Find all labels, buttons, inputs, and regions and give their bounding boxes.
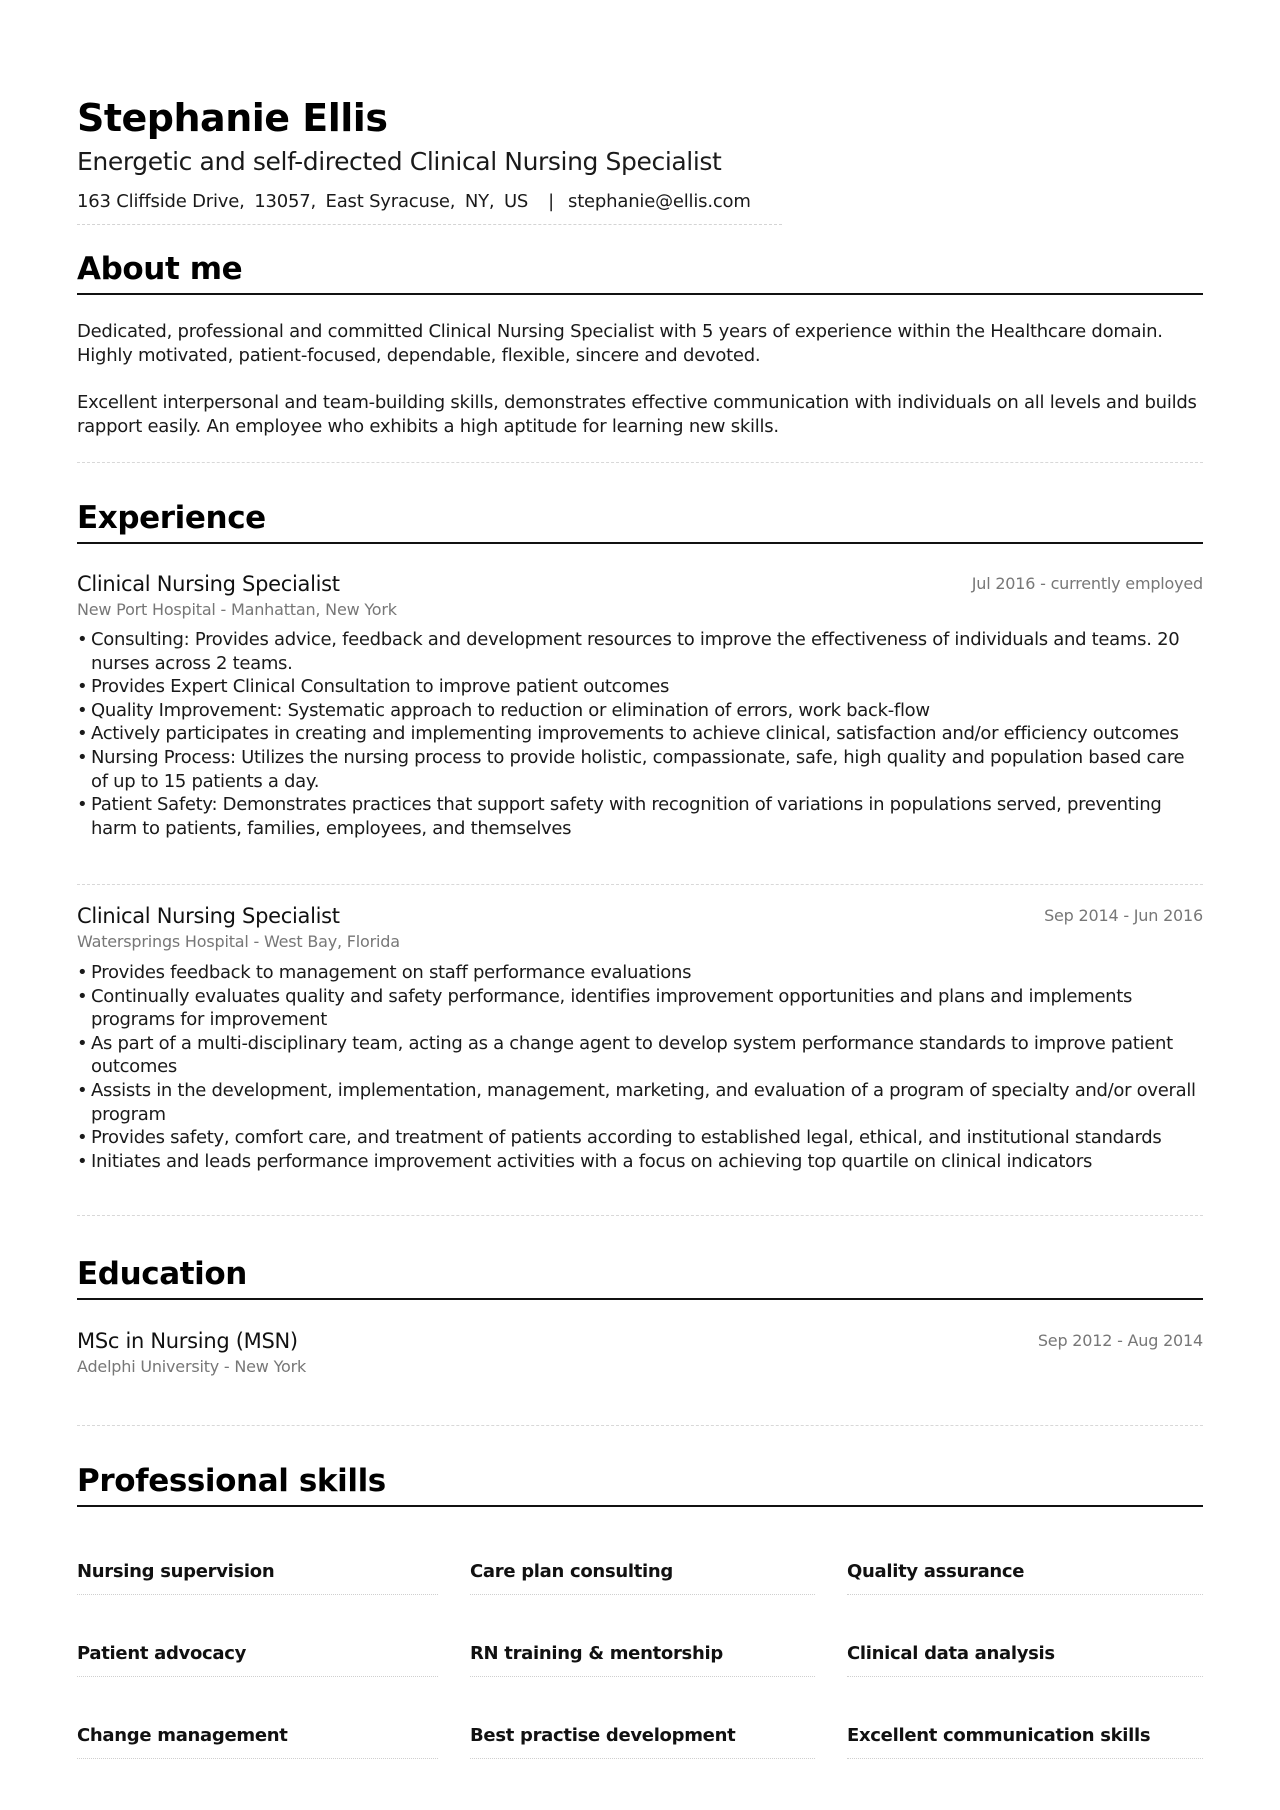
job-title: Clinical Nursing Specialist: [77, 904, 340, 928]
section-divider: [77, 1215, 1203, 1216]
job-employer: New Port Hospital - Manhattan, New York: [77, 600, 397, 619]
skill-divider: [847, 1758, 1203, 1759]
skill-item: Clinical data analysis: [847, 1643, 1055, 1664]
section-rule: [77, 293, 1203, 295]
skill-item: Quality assurance: [847, 1561, 1025, 1582]
section-divider: [77, 462, 1203, 463]
skill-item: Excellent communication skills: [847, 1725, 1151, 1746]
job-dates: Jul 2016 - currently employed: [971, 574, 1203, 593]
bullet-item: • Initiates and leads performance improvement activities with a focus on achieving top quartile on clinical indicators: [77, 1150, 1093, 1172]
section-rule: [77, 542, 1203, 544]
contact-line: [77, 191, 751, 212]
contact-zip: 13057: [254, 191, 311, 212]
bullet-icon: •: [77, 1032, 88, 1054]
bullet-item: • As part of a multi-disciplinary team, acting as a change agent to develop system performance standards to improve patient outcomes: [77, 1032, 1173, 1078]
skill-divider: [77, 1594, 438, 1595]
bullet-item: • Nursing Process: Utilizes the nursing process to provide holistic, compassionate, safe, high quality and population based care of up to 15 patients a day.: [77, 746, 1185, 792]
contact-separator: ,: [449, 191, 456, 212]
skill-item: RN training & mentorship: [470, 1643, 723, 1664]
degree-title: MSc in Nursing (MSN): [77, 1329, 298, 1353]
bullet-icon: •: [77, 746, 88, 768]
section-title-education: Education: [77, 1256, 247, 1292]
degree-dates: Sep 2012 - Aug 2014: [1037, 1331, 1203, 1350]
contact-separator: ,: [239, 191, 245, 212]
skill-divider: [847, 1594, 1203, 1595]
job-dates: Sep 2014 - Jun 2016: [1044, 906, 1203, 925]
bullet-item: • Provides feedback to management on staff performance evaluations: [77, 962, 692, 983]
bullet-item: • Actively participates in creating and implementing improvements to achieve clinical, satisfaction and/or efficiency outcomes: [77, 723, 1179, 745]
skill-item: Patient advocacy: [77, 1643, 247, 1664]
bullet-icon: •: [77, 1150, 88, 1172]
section-divider: [77, 1425, 1203, 1426]
skill-divider: [77, 1758, 438, 1759]
section-title-experience: Experience: [77, 500, 266, 536]
skill-item: Care plan consulting: [470, 1561, 674, 1582]
job-title: Clinical Nursing Specialist: [77, 572, 340, 596]
skill-item: Change management: [77, 1725, 288, 1746]
bullet-item: • Patient Safety: Demonstrates practices that support safety with recognition of variations in populations served, preventing harm to patients, families, employees, and themselves: [77, 794, 1162, 839]
skill-item: Nursing supervision: [77, 1561, 275, 1582]
bullet-icon: •: [77, 699, 88, 721]
contact-separator: ,: [488, 191, 495, 212]
bullet-item: • Continually evaluates quality and safety performance, identifies improvement opportunities and plans and implements programs for improvement: [77, 985, 1133, 1031]
school-name: Adelphi University - New York: [77, 1357, 307, 1376]
bullet-icon: •: [77, 962, 88, 983]
skill-item: Best practise development: [470, 1725, 736, 1746]
job-employer: Watersprings Hospital - West Bay, Florida: [77, 932, 400, 951]
contact-email[interactable]: stephanie@ellis.com: [568, 191, 751, 212]
header-divider: [77, 224, 782, 225]
skill-divider: [470, 1758, 815, 1759]
section-title-skills: Professional skills: [77, 1463, 386, 1499]
job-divider: [77, 884, 1203, 885]
about-paragraph: Excellent interpersonal and team-building skills, demonstrates effective communication with individuals on all levels and builds rapport easily. An employee who exhibits a high aptitude for learning new skills.: [77, 392, 1197, 437]
bullet-icon: •: [77, 723, 88, 745]
bullet-item: • Consulting: Provides advice, feedback and development resources to improve the effectiveness of individuals and teams. 20 nurses across 2 teams.: [77, 629, 1180, 674]
bullet-icon: •: [77, 676, 88, 698]
contact-street: 163 Cliffside Drive: [77, 191, 240, 212]
bullet-icon: •: [77, 1079, 88, 1101]
job-bullets: [77, 628, 1203, 840]
candidate-tagline: Energetic and self-directed Clinical Nursing Specialist: [77, 147, 722, 176]
contact-state: NY: [464, 191, 489, 212]
bullet-icon: •: [77, 1127, 88, 1149]
job-bullets: [77, 961, 1203, 1173]
bullet-icon: •: [77, 985, 88, 1007]
skill-divider: [470, 1676, 815, 1677]
bullet-item: • Assists in the development, implementation, management, marketing, and evaluation of a program of specialty and/or overall program: [77, 1079, 1196, 1125]
candidate-name: Stephanie Ellis: [77, 96, 388, 140]
bullet-icon: •: [77, 794, 88, 816]
bullet-item: • Quality Improvement: Systematic approach to reduction or elimination of errors, work back-flow: [77, 699, 930, 721]
bullet-item: • Provides Expert Clinical Consultation to improve patient outcomes: [77, 676, 670, 698]
about-paragraph: Dedicated, professional and committed Clinical Nursing Specialist with 5 years of experience within the Healthcare domain. Highly motivated, patient-focused, dependable, flexible, sincere and devoted.: [77, 321, 1163, 366]
contact-divider: |: [548, 191, 555, 212]
contact-city: East Syracuse: [325, 191, 450, 212]
contact-country: US: [503, 191, 529, 212]
skill-divider: [847, 1676, 1203, 1677]
skill-divider: [77, 1676, 438, 1677]
bullet-item: • Provides safety, comfort care, and treatment of patients according to established legal, ethical, and institutional standards: [77, 1127, 1162, 1149]
contact-separator: ,: [310, 191, 316, 212]
skill-divider: [470, 1594, 815, 1595]
section-title-about: About me: [77, 251, 243, 287]
section-rule: [77, 1298, 1203, 1300]
bullet-icon: •: [77, 629, 88, 650]
section-rule: [77, 1505, 1203, 1507]
